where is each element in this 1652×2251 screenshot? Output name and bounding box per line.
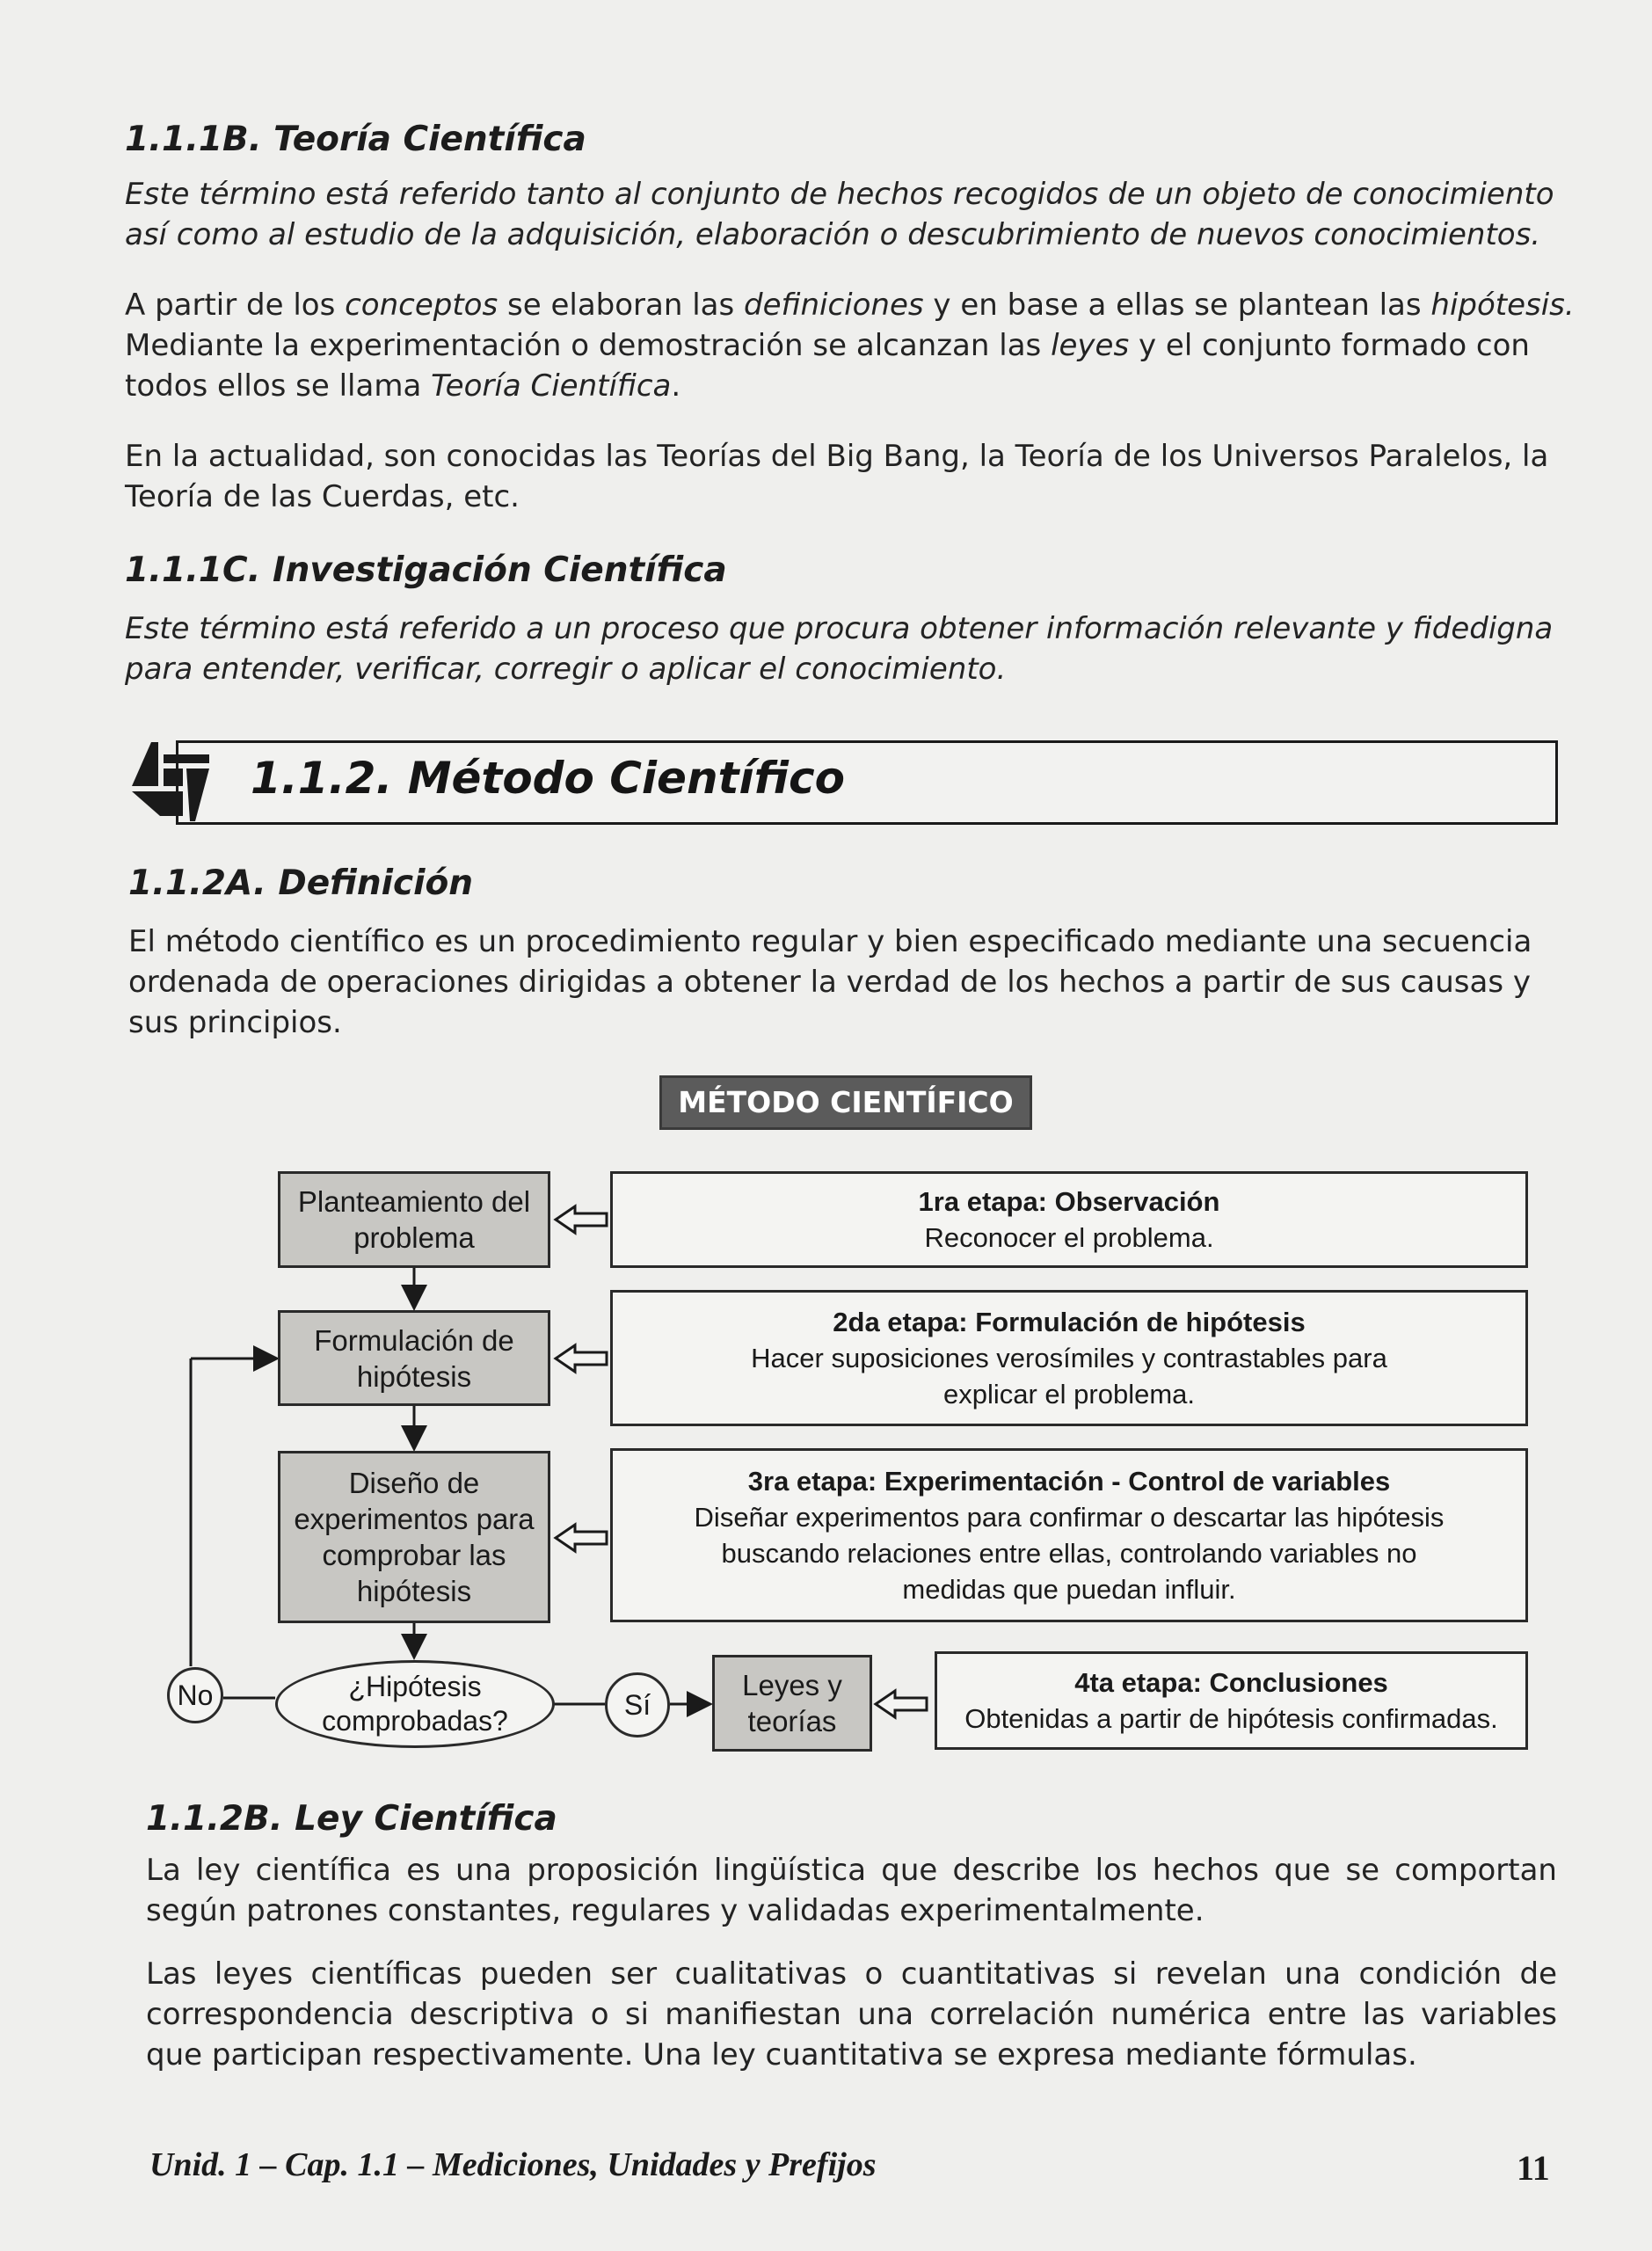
paragraph-definicion-metodo: El método científico es un procedimiento regular y bien especificado mediante una secuencia ordenada de operaciones dirigidas a obtener la verdad de los hechos a partir de sus causas y sus principios. [128, 924, 1532, 1040]
flow-box-leyes-teorias: Leyes y teorías [712, 1655, 872, 1752]
paragraph-teoria-definicion: Este término está referido tanto al conjunto de hechos recogidos de un objeto de conocimiento así como al estudio de la adquisición, elaboración o descubrimiento de nuevos conocimientos. [125, 177, 1554, 252]
stage-box-3 [610, 1448, 1528, 1622]
paragraph-ley-definicion: La ley científica es una proposición lingüística que describe los hechos que se comportan según patrones constantes, regulares y validadas experimentalmente. [146, 1853, 1557, 1928]
paragraph-leyes-tipos: Las leyes científicas pueden ser cualitativas o cuantitativas si revelan una condición de correspondencia descriptiva o si manifiestan una correlación numérica entre las variables que participan respectivamente. Una ley cuantitativa se expresa mediante fórmulas. [146, 1956, 1557, 2073]
no-node: No [167, 1667, 223, 1723]
stage-3-title: 3ra etapa: Experimentación - Control de variables [747, 1466, 1391, 1497]
stage-1-title: 1ra etapa: Observación [918, 1186, 1220, 1217]
stage-2-desc: Hacer suposiciones verosímiles y contrastables para explicar el problema. [751, 1343, 1387, 1410]
section-title: 1.1.2. Método Científico [251, 753, 845, 804]
paragraph-investigacion: Este término está referido a un proceso que procura obtener información relevante y fidedigna para entender, verificar, corregir o aplicar el conocimiento. [125, 611, 1554, 687]
yes-node: Sí [605, 1672, 670, 1737]
flowchart-title: MÉTODO CIENTÍFICO [659, 1075, 1032, 1130]
stage-3-desc: Diseñar experimentos para confirmar o descartar las hipótesis buscando relaciones entre ellas, controlando variables no medidas que puedan influir. [694, 1502, 1445, 1605]
decision-oval: ¿Hipótesis comprobadas? [275, 1660, 555, 1748]
paragraph-teoria-conceptos: A partir de los conceptos se elaboran las definiciones y en base a ellas se plantean las hipótesis. Mediante la experimentación o demostración se alcanzan las leyes y el conjunto formado con todos ellos se llama Teoría Científica. [125, 288, 1575, 404]
page-number: 11 [1517, 2148, 1550, 2188]
stage-1-desc: Reconocer el problema. [924, 1222, 1214, 1253]
footer-chapter: Unid. 1 – Cap. 1.1 – Mediciones, Unidades y Prefijos [149, 2146, 877, 2183]
heading-ley-cientifica: 1.1.2B. Ley Científica [146, 1799, 557, 1839]
paragraph-teorias-actuales: En la actualidad, son conocidas las Teorías del Big Bang, la Teoría de los Universos Paralelos, la Teoría de las Cuerdas, etc. [125, 439, 1549, 514]
stage-box-1 [610, 1171, 1528, 1268]
stage-box-4 [935, 1651, 1528, 1750]
heading-investigacion-cientifica: 1.1.1C. Investigación Científica [125, 550, 727, 590]
stage-box-2 [610, 1290, 1528, 1426]
heading-definicion: 1.1.2A. Definición [128, 863, 474, 903]
heading-teoria-cientifica: 1.1.1B. Teoría Científica [125, 120, 586, 159]
flow-box-diseno: Diseño de experimentos para comprobar las hipótesis [278, 1451, 550, 1623]
stage-4-title: 4ta etapa: Conclusiones [1074, 1667, 1388, 1698]
flow-box-formulacion: Formulación de hipótesis [278, 1310, 550, 1406]
flow-box-planteamiento: Planteamiento del problema [278, 1171, 550, 1268]
stage-2-title: 2da etapa: Formulación de hipótesis [833, 1307, 1306, 1337]
stage-4-desc: Obtenidas a partir de hipótesis confirmadas. [964, 1703, 1498, 1734]
